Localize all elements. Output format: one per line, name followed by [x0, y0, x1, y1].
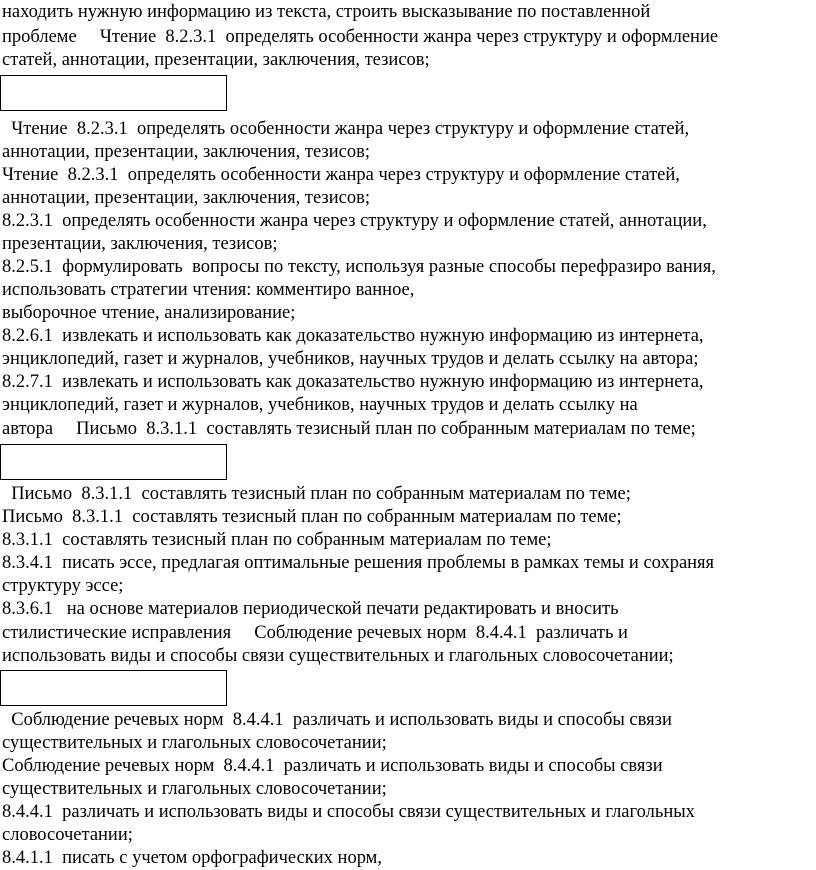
text-line: 8.4.1.1 писать с учетом орфографических норм, [2, 848, 382, 868]
text-line: Письмо 8.3.1.1 составлять тезисный план по собранным материалам по теме; [2, 484, 631, 504]
empty-frame-box [0, 75, 227, 111]
text-line: 8.2.7.1 извлекать и использовать как доказательство нужную информацию из интернета, [2, 372, 704, 392]
text-line: 8.3.6.1 на основе материалов периодической печати редактировать и вносить [2, 599, 619, 619]
empty-frame-box [0, 444, 227, 480]
text-line: находить нужную информацию из текста, строить высказывание по поставленной [2, 2, 651, 22]
text-line: аннотации, презентации, заключения, тезисов; [2, 142, 370, 162]
text-line: 8.2.5.1 формулировать вопросы по тексту, используя разные способы перефразиро вания, [2, 257, 716, 277]
text-line: стилистические исправления Соблюдение речевых норм 8.4.4.1 различать и [2, 623, 628, 643]
text-line: энциклопедий, газет и журналов, учебников, научных трудов и делать ссылку на автора; [2, 349, 699, 369]
text-line: использовать виды и способы связи существительных и глагольных словосочетании; [2, 646, 674, 666]
text-line: выборочное чтение, анализирование; [2, 303, 296, 323]
text-line: 8.3.1.1 составлять тезисный план по собранным материалам по теме; [2, 530, 552, 550]
text-line: 8.3.4.1 писать эссе, предлагая оптимальные решения проблемы в рамках темы и сохраняя [2, 553, 715, 573]
text-line: 8.2.6.1 извлекать и использовать как доказательство нужную информацию из интернета, [2, 326, 704, 346]
text-line: аннотации, презентации, заключения, тезисов; [2, 188, 370, 208]
text-line: существительных и глагольных словосочетании; [2, 779, 387, 799]
text-line: словосочетании; [2, 825, 133, 845]
text-line: автора Письмо 8.3.1.1 составлять тезисный план по собранным материалам по теме; [2, 419, 696, 439]
text-line: Письмо 8.3.1.1 составлять тезисный план по собранным материалам по теме; [2, 507, 622, 527]
text-line: Соблюдение речевых норм 8.4.4.1 различать и использовать виды и способы связи [2, 756, 663, 776]
text-line: 8.4.4.1 различать и использовать виды и способы связи существительных и глагольных [2, 802, 695, 822]
text-line: проблеме Чтение 8.2.3.1 определять особенности жанра через структуру и оформление [2, 27, 719, 47]
text-line: структуру эссе; [2, 576, 124, 596]
text-line: Чтение 8.2.3.1 определять особенности жанра через структуру и оформление статей, [2, 119, 690, 139]
text-line: Чтение 8.2.3.1 определять особенности жанра через структуру и оформление статей, [2, 165, 680, 185]
text-line: 8.2.3.1 определять особенности жанра через структуру и оформление статей, аннотации, [2, 211, 707, 231]
text-line: использовать стратегии чтения: комментиро ванное, [2, 280, 415, 300]
text-line: существительных и глагольных словосочетании; [2, 733, 387, 753]
empty-frame-box [0, 670, 227, 706]
text-line: статей, аннотации, презентации, заключения, тезисов; [2, 50, 430, 70]
text-line: презентации, заключения, тезисов; [2, 234, 278, 254]
text-line: энциклопедий, газет и журналов, учебников, научных трудов и делать ссылку на [2, 395, 638, 415]
text-line: Соблюдение речевых норм 8.4.4.1 различать и использовать виды и способы связи [2, 710, 672, 730]
